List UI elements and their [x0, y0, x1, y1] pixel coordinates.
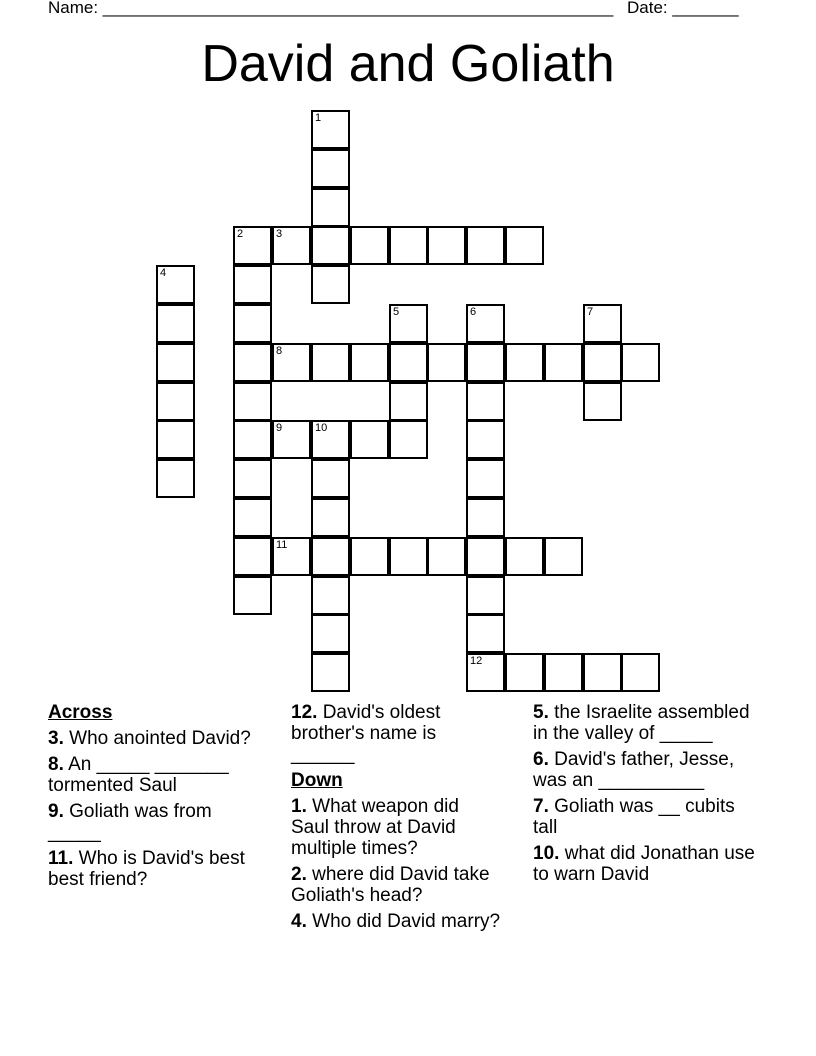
grid-cell[interactable]: [505, 653, 544, 692]
grid-cell[interactable]: [311, 343, 350, 382]
clue-number: 6.: [533, 749, 549, 770]
clue-down-4: [291, 911, 501, 932]
clue-column-2: [291, 702, 501, 937]
grid-cell[interactable]: [544, 537, 583, 576]
grid-cell[interactable]: [311, 614, 350, 653]
grid-cell[interactable]: [311, 576, 350, 615]
cell-number: 5: [393, 306, 400, 318]
date-field-label: Date: _______: [627, 0, 739, 17]
down-heading: Down: [291, 770, 343, 791]
grid-cell[interactable]: [389, 304, 428, 343]
grid-cell[interactable]: [466, 614, 505, 653]
grid-cell[interactable]: [389, 420, 428, 459]
clue-text: Who did David marry?: [306, 911, 501, 932]
grid-cell[interactable]: [466, 343, 505, 382]
grid-cell[interactable]: [350, 420, 389, 459]
grid-cell[interactable]: [583, 304, 622, 343]
grid-cell[interactable]: [389, 382, 428, 421]
clue-column-3: [533, 702, 763, 890]
clue-text: Who is David's best best friend?: [48, 848, 245, 890]
grid-cell[interactable]: [389, 537, 428, 576]
clue-number: 11.: [48, 848, 74, 869]
grid-cell[interactable]: [233, 537, 272, 576]
grid-cell[interactable]: [233, 382, 272, 421]
grid-cell[interactable]: [466, 459, 505, 498]
grid-cell[interactable]: [233, 226, 272, 265]
grid-cell[interactable]: [311, 265, 350, 304]
grid-cell[interactable]: [583, 343, 622, 382]
clue-number: 1.: [291, 796, 307, 817]
grid-cell[interactable]: [505, 226, 544, 265]
grid-cell[interactable]: [466, 304, 505, 343]
puzzle-title: David and Goliath: [201, 35, 615, 93]
clue-number: 3.: [48, 728, 64, 749]
clue-number: 5.: [533, 702, 549, 723]
cell-number: 9: [276, 422, 283, 434]
grid-cell[interactable]: [621, 343, 660, 382]
grid-cell[interactable]: [466, 382, 505, 421]
grid-cell[interactable]: [466, 537, 505, 576]
clue-number: 4.: [291, 911, 307, 932]
clue-number: 8.: [48, 754, 64, 775]
grid-cell[interactable]: [583, 382, 622, 421]
cell-number: 3: [276, 228, 283, 240]
grid-cell[interactable]: [233, 304, 272, 343]
grid-cell[interactable]: [311, 188, 350, 227]
across-heading: Across: [48, 702, 113, 723]
grid-cell[interactable]: [311, 498, 350, 537]
grid-cell[interactable]: [350, 537, 389, 576]
clue-number: 12.: [291, 702, 318, 723]
grid-cell[interactable]: [505, 343, 544, 382]
clue-text: What weapon did Saul throw at David multiple times?: [291, 796, 459, 859]
clue-number: 7.: [533, 796, 549, 817]
grid-cell[interactable]: [311, 537, 350, 576]
grid-cell[interactable]: [466, 498, 505, 537]
cell-number: 4: [160, 267, 167, 279]
grid-cell[interactable]: [466, 226, 505, 265]
clue-column-1: [48, 702, 263, 895]
cell-number: 11: [276, 539, 288, 551]
clue-text: what did Jonathan use to warn David: [533, 843, 755, 885]
cell-number: 7: [587, 306, 594, 318]
grid-cell[interactable]: [427, 537, 466, 576]
clue-number: 2.: [291, 864, 307, 885]
cell-number: 1: [315, 112, 322, 124]
clue-across-8: [48, 754, 263, 796]
grid-cell[interactable]: [156, 420, 195, 459]
grid-cell[interactable]: [350, 226, 389, 265]
clue-number: 10.: [533, 843, 560, 864]
clue-text: the Israelite assembled in the valley of _____: [533, 702, 750, 744]
clue-text: Who anointed David?: [63, 728, 251, 749]
grid-cell[interactable]: [233, 459, 272, 498]
name-field-label: Name: ______________________________________________________: [48, 0, 614, 17]
grid-cell[interactable]: [311, 226, 350, 265]
grid-cell[interactable]: [350, 343, 389, 382]
grid-cell[interactable]: [389, 343, 428, 382]
clue-across-12: [291, 702, 501, 765]
clue-down-10: [533, 843, 763, 885]
cell-number: 12: [470, 655, 483, 667]
clue-across-3: [48, 728, 263, 749]
cell-number: 10: [315, 422, 328, 434]
clue-number: 9.: [48, 801, 64, 822]
clue-down-1: [291, 796, 501, 859]
grid-cell[interactable]: [583, 653, 622, 692]
grid-cell[interactable]: [311, 110, 350, 149]
cell-number: 2: [237, 228, 244, 240]
grid-cell[interactable]: [156, 382, 195, 421]
grid-cell[interactable]: [621, 653, 660, 692]
grid-cell[interactable]: [311, 149, 350, 188]
grid-cell[interactable]: [156, 459, 195, 498]
grid-cell[interactable]: [466, 420, 505, 459]
grid-cell[interactable]: [505, 537, 544, 576]
clue-text: where did David take Goliath's head?: [291, 864, 490, 906]
grid-cell[interactable]: [156, 265, 195, 304]
grid-cell[interactable]: [272, 420, 311, 459]
grid-cell[interactable]: [544, 653, 583, 692]
grid-cell[interactable]: [311, 653, 350, 692]
grid-cell[interactable]: [233, 265, 272, 304]
cell-number: 6: [470, 306, 477, 318]
grid-cell[interactable]: [389, 226, 428, 265]
grid-cell[interactable]: [272, 226, 311, 265]
clue-text: An _____ _______ tormented Saul: [48, 754, 229, 796]
grid-cell[interactable]: [427, 226, 466, 265]
grid-cell[interactable]: [156, 304, 195, 343]
clue-across-11: [48, 848, 263, 890]
grid-cell[interactable]: [233, 576, 272, 615]
grid-cell[interactable]: [156, 343, 195, 382]
clue-text: David's oldest brother's name is ______: [291, 702, 441, 765]
grid-cell[interactable]: [233, 343, 272, 382]
clue-down-7: [533, 796, 763, 838]
grid-cell[interactable]: [427, 343, 466, 382]
clue-across-9: [48, 801, 263, 843]
grid-cell[interactable]: [272, 343, 311, 382]
clue-down-5: [533, 702, 763, 744]
grid-cell[interactable]: [311, 459, 350, 498]
clue-text: David's father, Jesse, was an __________: [533, 749, 735, 791]
clue-text: Goliath was __ cubits tall: [533, 796, 735, 838]
grid-cell[interactable]: [311, 420, 350, 459]
clue-down-2: [291, 864, 501, 906]
grid-cell[interactable]: [544, 343, 583, 382]
clue-text: Goliath was from _____: [48, 801, 212, 843]
grid-cell[interactable]: [233, 420, 272, 459]
grid-cell[interactable]: [233, 498, 272, 537]
clue-down-6: [533, 749, 763, 791]
cell-number: 8: [276, 345, 283, 357]
grid-cell[interactable]: [466, 653, 505, 692]
grid-cell[interactable]: [272, 537, 311, 576]
grid-cell[interactable]: [466, 576, 505, 615]
